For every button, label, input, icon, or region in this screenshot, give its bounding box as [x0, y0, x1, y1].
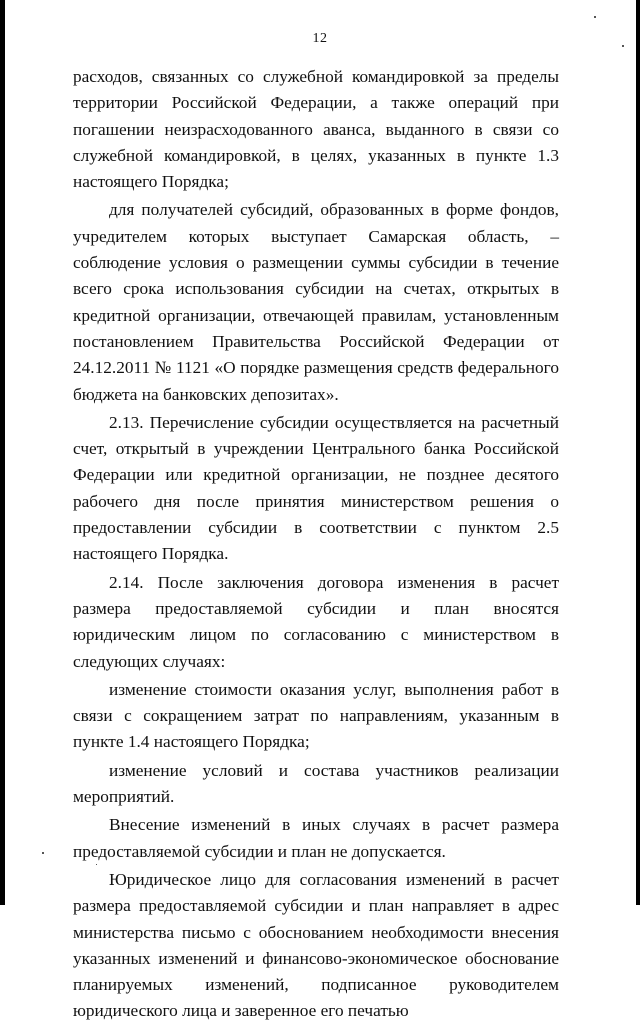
- paragraph-approval-procedure: Юридическое лицо для согласования изменений в расчет размера предоставляемой субсидии и план направляет в адрес министерства письмо с обоснованием необходимости внесения указанных изменений и финансово-экономическое обоснование планируемых изменений, подписанное руководителем юридического лица и заверенное его печатью: [73, 869, 559, 1021]
- paragraph-2-13: 2.13. Перечисление субсидии осуществляется на расчетный счет, открытый в учреждении Центрального банка Российской Федерации или кредитной организации, не позднее десятого рабочего дня после принятия министерством решения о предоставлении субсидии в соответствии с пунктом 2.5 настоящего Порядка.: [73, 412, 559, 564]
- paragraph-funds-condition: для получателей субсидий, образованных в форме фондов, учредителем которых выступает Самарская область, – соблюдение условия о размещении суммы субсидии в течение всего срока использования субсидии на счетах, открытых в кредитной организации, отвечающей правилам, установленным постановлением Правительства Российской Федерации от 24.12.2011 № 1121 «О порядке размещения средств федерального бюджета на банковских депозитах».: [73, 200, 559, 404]
- scan-speck: [42, 852, 44, 854]
- paragraph-2-14: 2.14. После заключения договора изменения в расчет размера предоставляемой субсидии и план вносятся юридическим лицом по согласованию с министерством в следующих случаях:: [73, 572, 559, 671]
- scan-border-right: [636, 0, 640, 905]
- document-body: [73, 64, 559, 1025]
- scan-border-left: [0, 0, 5, 905]
- paragraph-continuation: расходов, связанных со служебной командировкой за пределы территории Российской Федерации, а также операций при погашении неизрасходованного аванса, выданного в связи со служебной командировкой, в целях, указанных в пункте 1.3 настоящего Порядка;: [73, 67, 559, 192]
- page-number: 12: [312, 31, 328, 46]
- paragraph-participants-change: изменение условий и состава участников реализации мероприятий.: [73, 760, 559, 807]
- paragraph-cost-change: изменение стоимости оказания услуг, выполнения работ в связи с сокращением затрат по направлениям, указанным в пункте 1.4 настоящего Порядка;: [73, 679, 559, 752]
- paragraph-other-cases: Внесение изменений в иных случаях в расчет размера предоставляемой субсидии и план не допускается.: [73, 815, 559, 861]
- scan-speck: [594, 16, 596, 18]
